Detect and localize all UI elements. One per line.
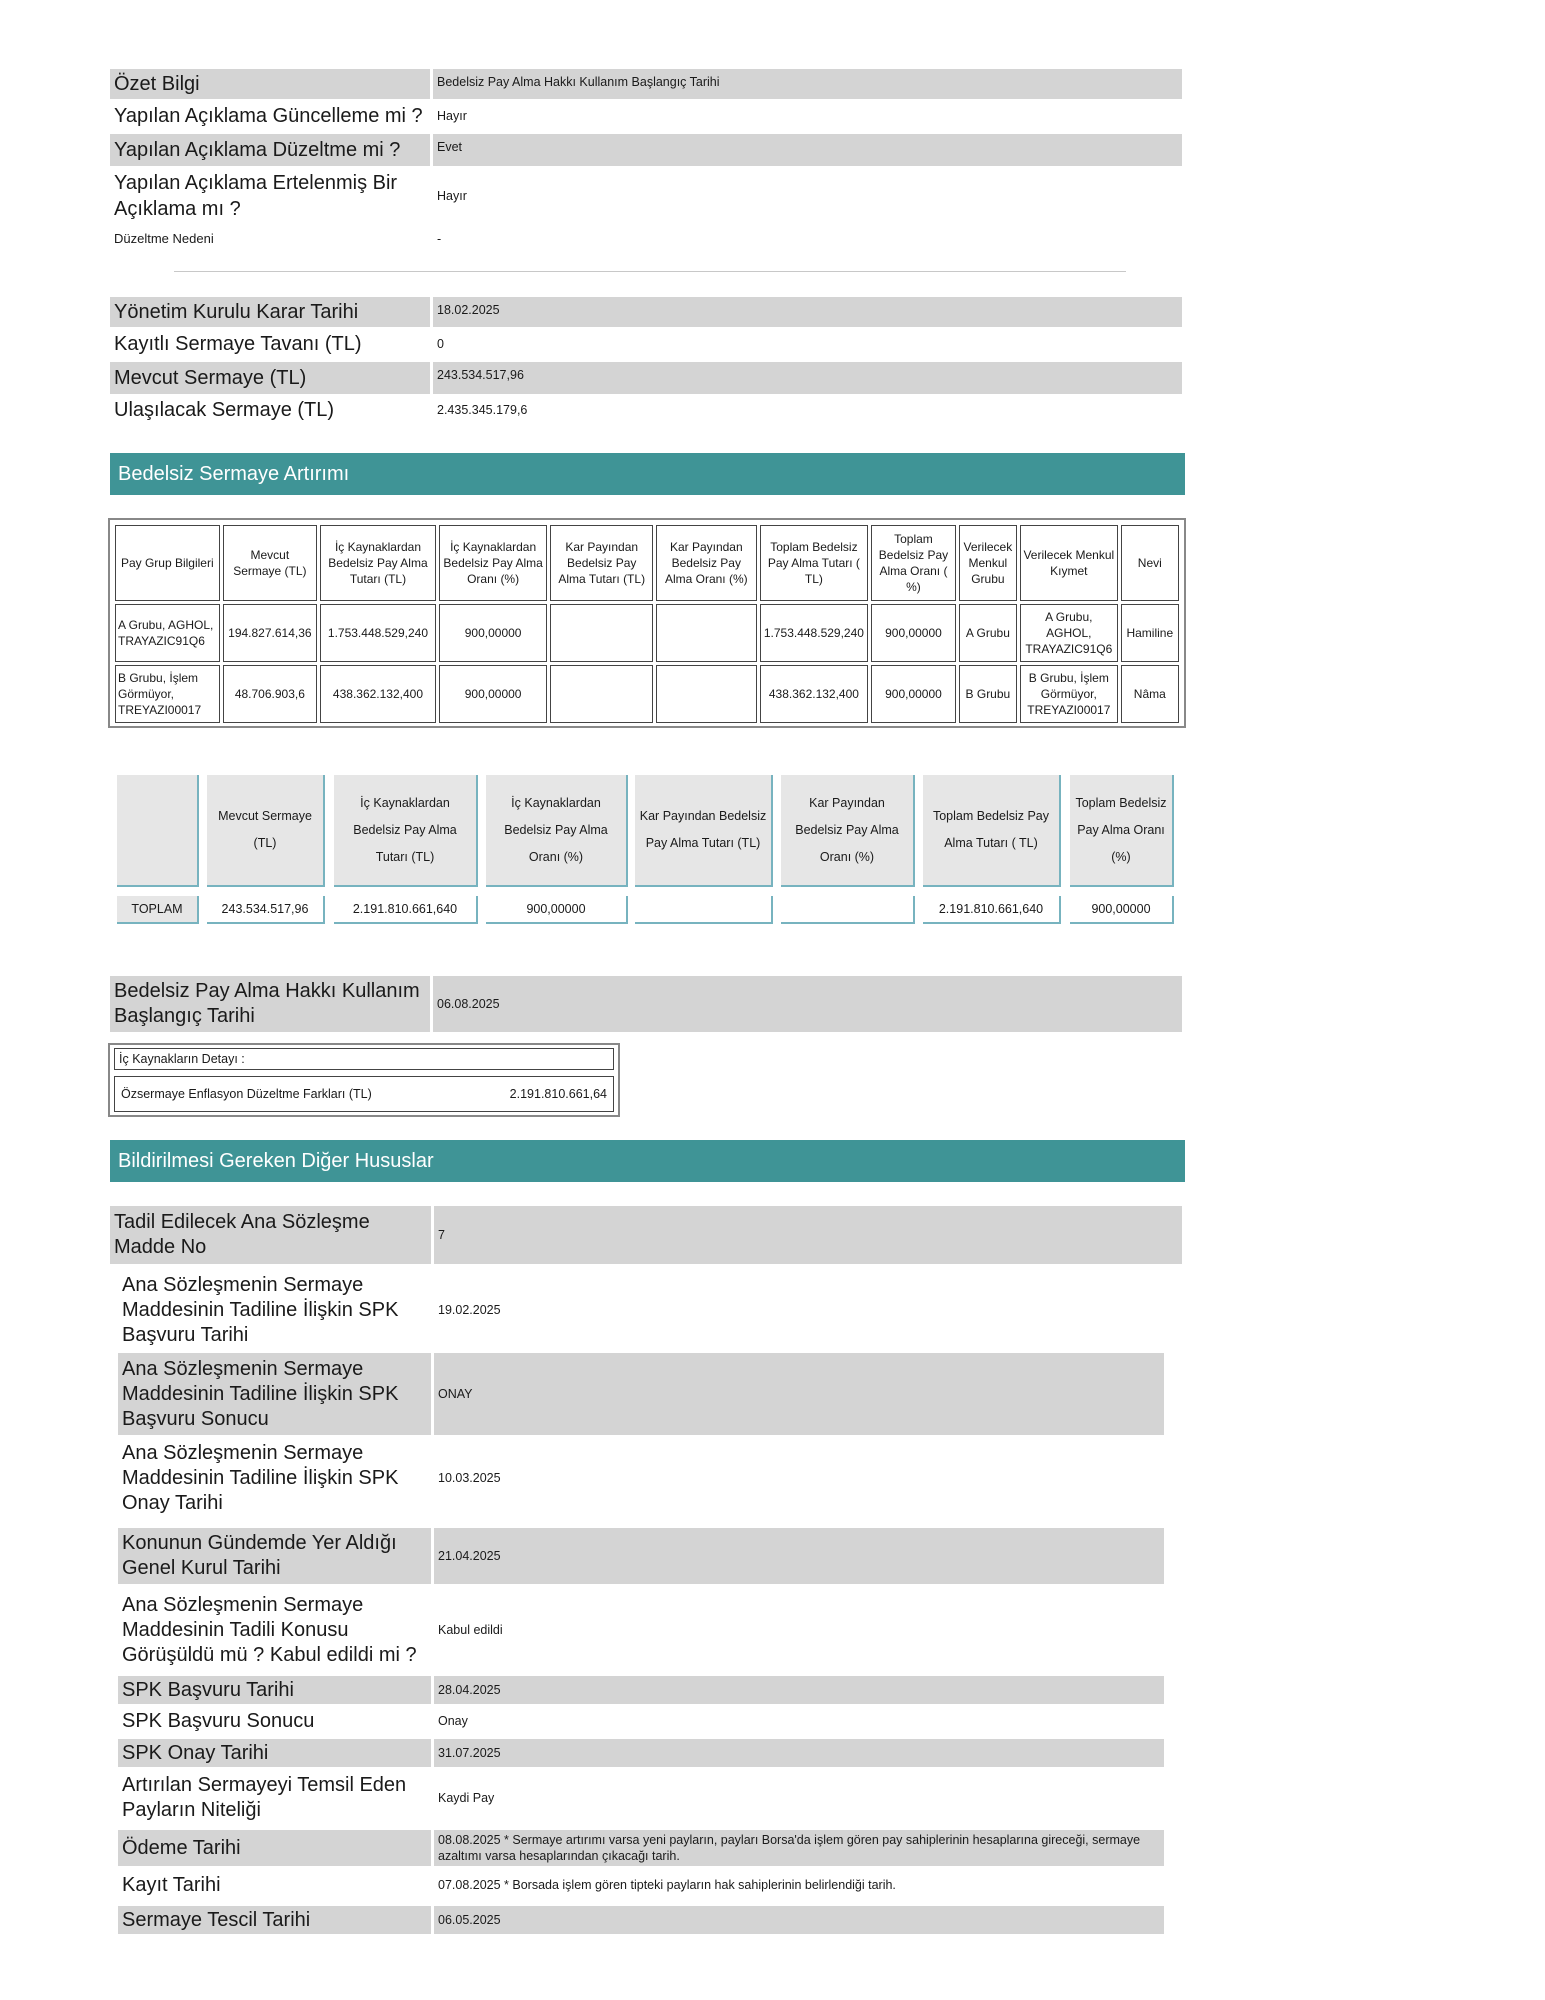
totals-table-cell: 2.191.810.661,640 <box>334 896 478 924</box>
other-row-value: 10.03.2025 <box>438 1471 501 1485</box>
other-row-value: 28.04.2025 <box>434 1676 1164 1704</box>
ozet-bilgi-value: Bedelsiz Pay Alma Hakkı Kullanım Başlangıç Tarihi <box>433 69 1182 99</box>
hak-kullanim-label: Bedelsiz Pay Alma Hakkı Kullanım Başlangıç Tarihi <box>110 976 430 1032</box>
other-row-label: SPK Başvuru Tarihi <box>118 1676 431 1704</box>
ic-kaynak-item <box>114 1076 614 1112</box>
group-table-cell: 438.362.132,400 <box>760 665 869 723</box>
row-duzeltme-nedeni <box>110 228 1182 250</box>
row-duzeltme <box>110 134 1182 166</box>
ozet-bilgi-label: Özet Bilgi <box>110 69 430 99</box>
other-row <box>118 1868 1164 1902</box>
other-row <box>118 1588 1164 1672</box>
other-row <box>118 1270 1164 1350</box>
other-row <box>118 1906 1164 1934</box>
other-row-value: Kaydi Pay <box>438 1791 495 1805</box>
group-table-cell: A Grubu, AGHOL, TRAYAZIC91Q6 <box>1020 604 1118 662</box>
group-table-cell: 900,00000 <box>871 604 955 662</box>
other-row-label: Sermaye Tescil Tarihi <box>118 1906 431 1934</box>
other-row-label: Ana Sözleşmenin Sermaye Maddesinin Tadili Konusu Görüşüldü mü ? Kabul edildi mi ? <box>122 1593 417 1666</box>
other-row <box>118 1353 1164 1435</box>
group-table-cell: B Grubu, İşlem Görmüyor, TREYAZI00017 <box>1020 665 1118 723</box>
totals-table-header: Mevcut Sermaye (TL) <box>207 775 325 887</box>
totals-table-cell <box>781 896 915 924</box>
totals-table-cell: 900,00000 <box>486 896 628 924</box>
totals-table-header <box>117 775 199 887</box>
ertelenmis-value: Hayır <box>437 189 467 203</box>
other-row-value: ONAY <box>434 1353 1164 1435</box>
totals-table-header: İç Kaynaklardan Bedelsiz Pay Alma Oranı (%) <box>486 775 628 887</box>
group-table-cell: 900,00000 <box>439 604 548 662</box>
row-ulasilacak <box>110 395 1182 425</box>
other-row-value: 7 <box>434 1206 1182 1264</box>
other-row-value: 21.04.2025 <box>434 1528 1164 1584</box>
other-row-label: Ana Sözleşmenin Sermaye Maddesinin Tadiline İlişkin SPK Başvuru Sonucu <box>118 1353 431 1435</box>
group-table-cell <box>656 665 757 723</box>
group-table-cell: Nâma <box>1121 665 1179 723</box>
group-table-header: Pay Grup Bilgileri <box>115 525 220 601</box>
other-row <box>118 1739 1164 1767</box>
row-mevcut-sermaye <box>110 362 1182 394</box>
group-table-header: Kar Payından Bedelsiz Pay Alma Oranı (%) <box>656 525 757 601</box>
other-row-value: 08.08.2025 * Sermaye artırımı varsa yeni payların, payları Borsa'da işlem gören pay sahiplerinin hesaplarına gireceği, sermaye azaltımı varsa hesaplarından çıkacağı tarih. <box>434 1830 1164 1866</box>
guncelleme-value: Hayır <box>437 109 467 123</box>
other-row-value: Onay <box>438 1714 468 1728</box>
duzeltme-nedeni-label: Düzeltme Nedeni <box>114 231 214 246</box>
section-bedelsiz-sermaye-artirimi: Bedelsiz Sermaye Artırımı <box>110 453 1185 495</box>
row-hak-kullanim <box>110 976 1182 1032</box>
row-ertelenmis <box>110 168 1182 224</box>
group-table-header: Nevi <box>1121 525 1179 601</box>
ic-kaynak-item-label: Özsermaye Enflasyon Düzeltme Farkları (TL) <box>121 1087 372 1101</box>
totals-table-cell: 2.191.810.661,640 <box>923 896 1061 924</box>
group-table-header: İç Kaynaklardan Bedelsiz Pay Alma Tutarı (TL) <box>320 525 436 601</box>
other-row <box>110 1206 1182 1264</box>
group-table-cell: Hamiline <box>1121 604 1179 662</box>
other-row-value: 19.02.2025 <box>438 1303 501 1317</box>
group-table-cell: 1.753.448.529,240 <box>760 604 869 662</box>
ic-kaynak-title: İç Kaynakların Detayı : <box>114 1048 614 1070</box>
group-table-header: Verilecek Menkul Grubu <box>959 525 1017 601</box>
ulasilacak-label: Ulaşılacak Sermaye (TL) <box>114 399 335 421</box>
other-row-label: Artırılan Sermayeyi Temsil Eden Payların Niteliği <box>122 1774 407 1821</box>
totals-table-header: Toplam Bedelsiz Pay Alma Oranı (%) <box>1070 775 1174 887</box>
totals-table-header: Toplam Bedelsiz Pay Alma Tutarı ( TL) <box>923 775 1061 887</box>
totals-table-cell: 900,00000 <box>1070 896 1174 924</box>
other-row-value: 07.08.2025 * Borsada işlem gören tipteki payların hak sahiplerinin belirlendiği tarih. <box>438 1878 896 1892</box>
totals-row-label: TOPLAM <box>117 896 199 924</box>
other-row-value: 06.05.2025 <box>434 1906 1164 1934</box>
group-table-cell: 900,00000 <box>871 665 955 723</box>
group-table <box>108 518 1186 728</box>
other-row-label: Ana Sözleşmenin Sermaye Maddesinin Tadiline İlişkin SPK Başvuru Tarihi <box>122 1273 399 1346</box>
mevcut-sermaye-label: Mevcut Sermaye (TL) <box>110 362 430 394</box>
group-table-header: Kar Payından Bedelsiz Pay Alma Tutarı (TL) <box>550 525 653 601</box>
other-row-label: Tadil Edilecek Ana Sözleşme Madde No <box>110 1206 431 1264</box>
other-row-label: SPK Onay Tarihi <box>118 1739 431 1767</box>
ulasilacak-value: 2.435.345.179,6 <box>437 403 528 417</box>
totals-table-header: İç Kaynaklardan Bedelsiz Pay Alma Tutarı (TL) <box>334 775 478 887</box>
duzeltme-value: Evet <box>433 134 1182 166</box>
other-row-label: Ana Sözleşmenin Sermaye Maddesinin Tadiline İlişkin SPK Onay Tarihi <box>122 1441 399 1514</box>
other-row-label: SPK Başvuru Sonucu <box>122 1709 315 1732</box>
divider <box>174 271 1126 272</box>
other-row-label: Ödeme Tarihi <box>118 1830 431 1866</box>
ic-kaynak-detay-box <box>108 1043 620 1117</box>
other-row <box>118 1830 1164 1866</box>
totals-table-header: Kar Payından Bedelsiz Pay Alma Tutarı (TL) <box>635 775 773 887</box>
other-row-value: Kabul edildi <box>438 1623 503 1637</box>
duzeltme-label: Yapılan Açıklama Düzeltme mi ? <box>110 134 430 166</box>
group-table-cell: 194.827.614,36 <box>223 604 318 662</box>
other-row <box>118 1770 1164 1826</box>
karar-tarihi-value: 18.02.2025 <box>433 297 1182 327</box>
section-diger-hususlar: Bildirilmesi Gereken Diğer Hususlar <box>110 1140 1185 1182</box>
ertelenmis-label: Yapılan Açıklama Ertelenmiş Bir Açıklama mı ? <box>114 172 398 220</box>
group-table-cell <box>550 604 653 662</box>
row-guncelleme <box>110 101 1182 131</box>
other-row <box>118 1438 1164 1518</box>
guncelleme-label: Yapılan Açıklama Güncelleme mi ? <box>114 105 423 127</box>
duzeltme-nedeni-value: - <box>437 232 442 246</box>
other-row-value: 31.07.2025 <box>434 1739 1164 1767</box>
row-ozet-bilgi <box>110 69 1182 99</box>
group-table-grid <box>112 522 1182 726</box>
ic-kaynak-item-value: 2.191.810.661,64 <box>509 1087 607 1101</box>
group-table-cell <box>550 665 653 723</box>
kayitli-tavan-label: Kayıtlı Sermaye Tavanı (TL) <box>114 333 362 355</box>
group-table-cell: 900,00000 <box>439 665 548 723</box>
totals-table-header: Kar Payından Bedelsiz Pay Alma Oranı (%) <box>781 775 915 887</box>
group-table-cell: A Grubu <box>959 604 1017 662</box>
row-karar-tarihi <box>110 297 1182 327</box>
other-row <box>118 1707 1164 1735</box>
group-table-header: Mevcut Sermaye (TL) <box>223 525 318 601</box>
group-table-cell: 48.706.903,6 <box>223 665 318 723</box>
karar-tarihi-label: Yönetim Kurulu Karar Tarihi <box>110 297 430 327</box>
group-table-header: Toplam Bedelsiz Pay Alma Oranı ( %) <box>871 525 955 601</box>
totals-table-cell: 243.534.517,96 <box>207 896 325 924</box>
other-row <box>118 1528 1164 1584</box>
hak-kullanim-value: 06.08.2025 <box>433 976 1182 1032</box>
group-table-header: Toplam Bedelsiz Pay Alma Tutarı ( TL) <box>760 525 869 601</box>
other-row-label: Konunun Gündemde Yer Aldığı Genel Kurul Tarihi <box>118 1528 431 1584</box>
row-kayitli-tavan <box>110 329 1182 359</box>
group-table-header: İç Kaynaklardan Bedelsiz Pay Alma Oranı (%) <box>439 525 548 601</box>
totals-table-cell <box>635 896 773 924</box>
mevcut-sermaye-value: 243.534.517,96 <box>433 362 1182 394</box>
group-table-cell: B Grubu, İşlem Görmüyor, TREYAZI00017 <box>115 665 220 723</box>
group-table-header: Verilecek Menkul Kıymet <box>1020 525 1118 601</box>
group-table-cell: A Grubu, AGHOL, TRAYAZIC91Q6 <box>115 604 220 662</box>
group-table-cell: 438.362.132,400 <box>320 665 436 723</box>
group-table-cell: 1.753.448.529,240 <box>320 604 436 662</box>
group-table-cell <box>656 604 757 662</box>
other-row-label: Kayıt Tarihi <box>122 1873 221 1896</box>
group-table-cell: B Grubu <box>959 665 1017 723</box>
other-row <box>118 1676 1164 1704</box>
kayitli-tavan-value: 0 <box>437 337 444 351</box>
